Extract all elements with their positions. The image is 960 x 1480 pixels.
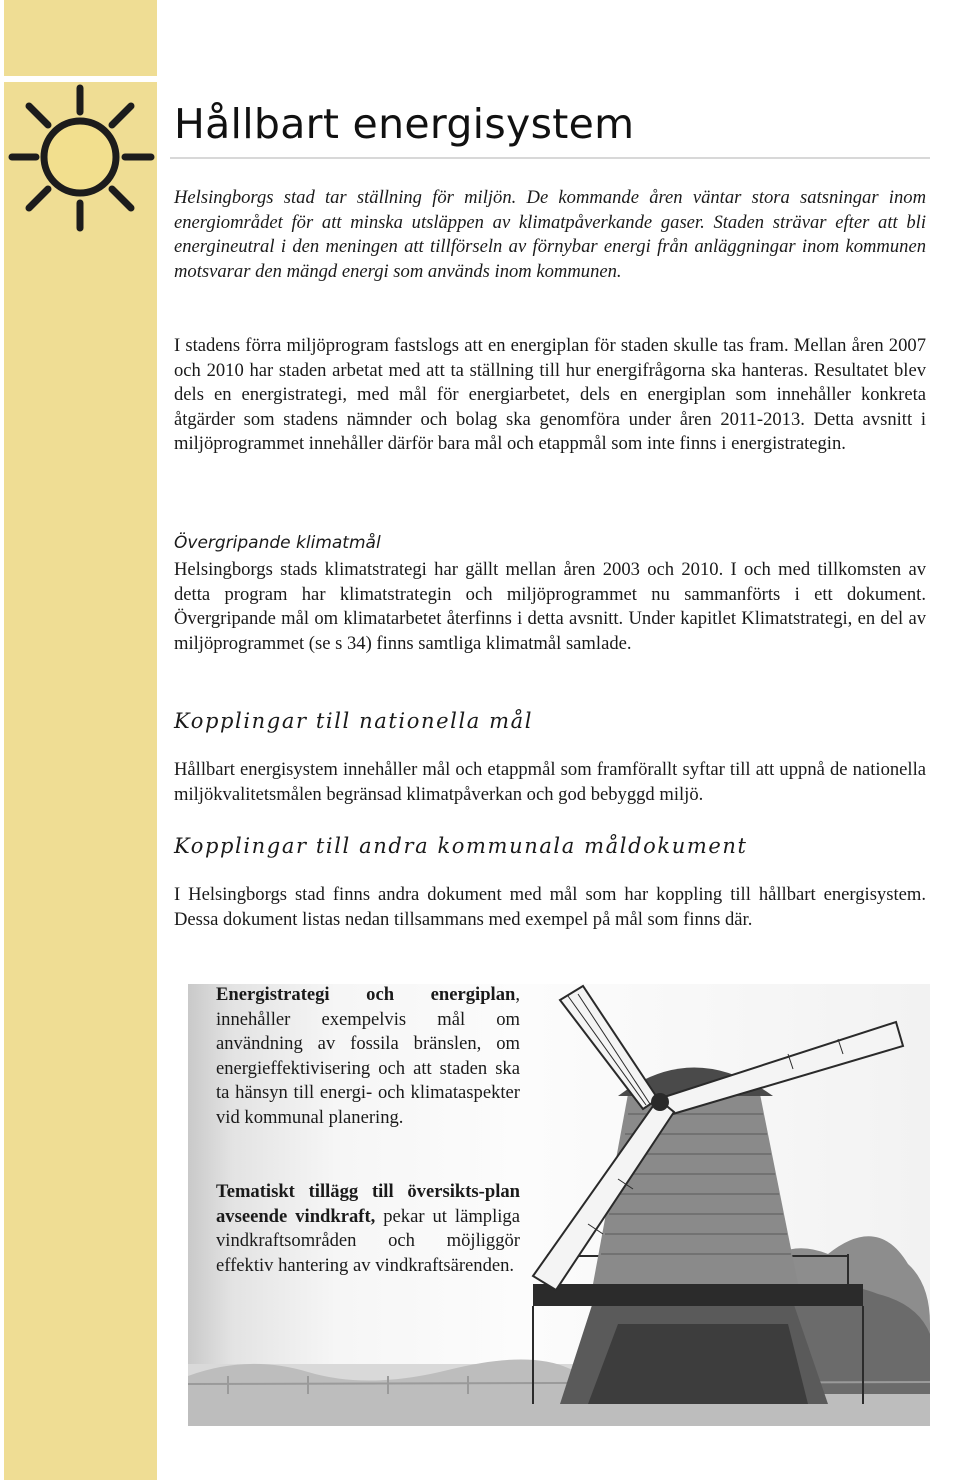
info-box-energistrategi-title: Energistrategi och energiplan — [216, 984, 516, 1005]
paragraph-kommunala-maldokument: I Helsingborgs stad finns andra dokument med mål som har koppling till hållbart energisystem. Dessa dokument listas nedan tillsammans med exempel på mål som finns där. — [174, 884, 926, 930]
info-box-vindkraft-text: pekar ut lämpliga vindkraftsområden och möjliggör effektiv hantering av vindkraftsärenden. — [216, 1205, 520, 1276]
paragraph-energiplan: I stadens förra miljöprogram fastslogs att en energiplan för staden skulle tas fram. Mellan åren 2007 och 2010 har staden arbetat med att ta ställning till hur energifrågorna ska hanteras. Resultatet blev dels en energistrategi, med mål för energiarbetet, dels en energiplan som innehåller konkreta åtgärder som stadens nämnder och bolag ska genomföra under åren 2011-2013. Detta avsnitt i miljöprogrammet innehåller därför bara mål och etappmål som inte finns i energistrategin. — [174, 335, 926, 455]
info-box-vindkraft-title: Tematiskt tillägg till översikts-plan avseende vindkraft, — [216, 1181, 520, 1227]
info-box-energistrategi-text: , innehåller exempelvis mål om användning av fossila bränslen, om energieffektivisering och att staden ska ta hänsyn till energi- och klimataspekter vid kommunal planering. — [216, 984, 520, 1128]
title-divider — [170, 157, 930, 159]
sun-icon — [4, 82, 157, 232]
subheading-klimatmal: Övergripande klimatmål — [174, 533, 381, 553]
paragraph-nationella-mal: Hållbart energisystem innehåller mål och etappmål som framförallt syftar till att uppnå de nationella miljökvalitetsmålen begränsad klimatpåverkan och god bebyggd miljö. — [174, 759, 926, 805]
heading-nationella-mal: Kopplingar till nationella mål — [174, 709, 534, 733]
info-box-energistrategi — [216, 983, 520, 1131]
page-title: Hållbart energisystem — [174, 100, 635, 148]
info-box-vindkraft — [216, 1180, 520, 1278]
heading-kommunala-maldokument: Kopplingar till andra kommunala måldokument — [174, 834, 748, 858]
intro-paragraph: Helsingborgs stad tar ställning för miljön. De kommande åren väntar stora satsningar inom energiområdet för att minska utsläppen av klimatpåverkande gaser. Staden strävar efter att bli energineutral i den meningen att tillförseln av förnybar energi från anläggningar inom kommunen motsvarar den mängd energi som används inom kommunen. — [174, 187, 926, 282]
paragraph-klimatstrategi: Helsingborgs stads klimatstrategi har gällt mellan åren 2003 och 2010. I och med tillkomsten av detta program har klimatstrategin och miljöprogrammet nu sammanförts i ett dokument. Övergripande mål om klimatarbetet återfinns i detta avsnitt. Under kapitlet Klimatstrategi, en del av miljöprogrammet (se s 34) finns samtliga klimatmål samlade. — [174, 559, 926, 654]
